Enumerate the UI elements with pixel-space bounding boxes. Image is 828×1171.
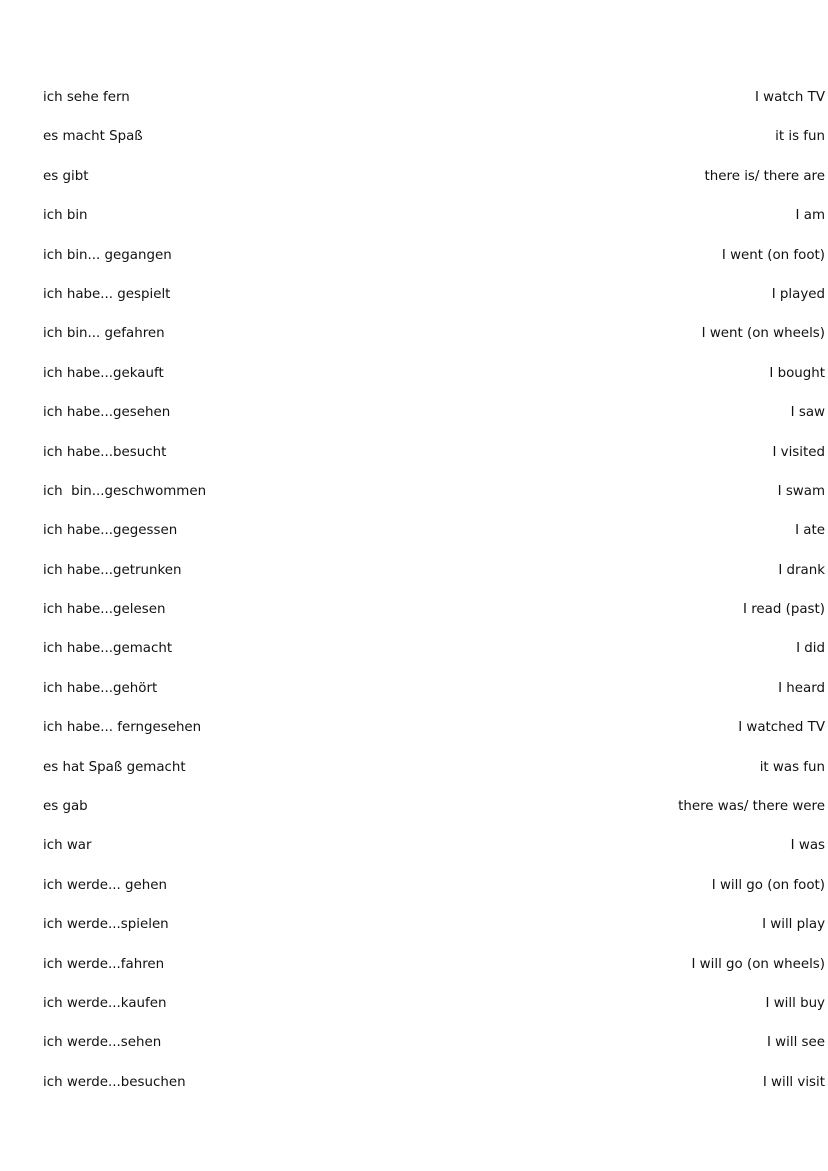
german-phrase: es gibt	[43, 168, 89, 184]
german-phrase: ich habe...gegessen	[43, 523, 178, 539]
english-translation: I will go (on wheels)	[691, 956, 825, 972]
german-phrase: es macht Spaß	[43, 129, 143, 145]
english-translation: I watched TV	[738, 720, 825, 736]
german-phrase: es gab	[43, 799, 88, 815]
english-translation: I drank	[778, 562, 825, 578]
german-phrase: ich habe...besucht	[43, 444, 167, 460]
vocab-row	[43, 206, 825, 245]
vocab-row	[43, 718, 825, 757]
vocab-row	[43, 915, 825, 954]
german-phrase: ich habe...gehört	[43, 680, 158, 696]
english-translation: I bought	[769, 365, 825, 381]
vocab-row	[43, 324, 825, 363]
english-translation: I visited	[772, 444, 825, 460]
german-phrase: ich werde...sehen	[43, 1035, 162, 1051]
german-phrase: ich werde...spielen	[43, 917, 169, 933]
english-translation: I ate	[795, 523, 825, 539]
german-phrase: ich bin	[43, 208, 88, 224]
english-translation: I went (on foot)	[721, 247, 825, 263]
english-translation: I will see	[766, 1035, 825, 1051]
english-translation: it is fun	[775, 129, 825, 145]
vocab-row	[43, 443, 825, 482]
german-phrase: ich habe... gespielt	[43, 286, 171, 302]
german-phrase: ich habe... ferngesehen	[43, 720, 202, 736]
german-phrase: ich bin... gefahren	[43, 326, 165, 342]
english-translation: I will play	[762, 917, 825, 933]
vocab-row	[43, 1033, 825, 1072]
vocab-row	[43, 955, 825, 994]
vocab-row	[43, 797, 825, 836]
vocab-row	[43, 876, 825, 915]
german-phrase: ich habe...gemacht	[43, 641, 173, 657]
vocab-row	[43, 639, 825, 678]
german-phrase: ich werde...fahren	[43, 956, 165, 972]
german-phrase: ich sehe fern	[43, 90, 130, 105]
vocab-row	[43, 836, 825, 875]
vocab-row	[43, 285, 825, 324]
vocab-row	[43, 561, 825, 600]
vocab-row	[43, 521, 825, 560]
vocab-row	[43, 994, 825, 1033]
english-translation: there is/ there are	[704, 168, 825, 184]
english-translation: I swam	[777, 483, 825, 499]
english-translation: I watch TV	[754, 90, 825, 105]
english-translation: I heard	[778, 680, 825, 696]
english-translation: there was/ there were	[678, 799, 825, 815]
english-translation: I will buy	[765, 995, 825, 1011]
vocab-row	[43, 364, 825, 403]
vocab-row	[43, 88, 825, 127]
german-phrase: ich habe...gelesen	[43, 602, 166, 618]
english-translation: I am	[795, 208, 825, 224]
english-translation: I saw	[790, 405, 825, 421]
german-phrase: ich habe...gekauft	[43, 365, 164, 381]
vocab-row	[43, 679, 825, 718]
vocab-row	[43, 127, 825, 166]
vocab-row	[43, 167, 825, 206]
english-translation: I went (on wheels)	[701, 326, 825, 342]
german-phrase: ich werde...kaufen	[43, 995, 167, 1011]
english-translation: I did	[796, 641, 825, 657]
german-phrase: ich habe...gesehen	[43, 405, 171, 421]
english-translation: I will visit	[762, 1074, 825, 1090]
english-translation: I was	[790, 838, 825, 854]
english-translation: it was fun	[759, 759, 825, 775]
german-phrase: ich werde... gehen	[43, 877, 168, 893]
vocab-row	[43, 758, 825, 797]
german-phrase: ich werde...besuchen	[43, 1074, 186, 1090]
german-phrase: ich habe...getrunken	[43, 562, 182, 578]
vocab-row	[43, 246, 825, 285]
english-translation: I will go (on foot)	[711, 877, 825, 893]
english-translation: I played	[771, 286, 825, 302]
vocab-row	[43, 600, 825, 639]
vocab-row	[43, 1073, 825, 1112]
vocabulary-list	[43, 88, 825, 1112]
vocab-row	[43, 403, 825, 442]
german-phrase: ich bin... gegangen	[43, 247, 172, 263]
vocab-row	[43, 482, 825, 521]
german-phrase: ich bin...geschwommen	[43, 483, 207, 499]
german-phrase: es hat Spaß gemacht	[43, 759, 186, 775]
german-phrase: ich war	[43, 838, 92, 854]
english-translation: I read (past)	[743, 602, 825, 618]
